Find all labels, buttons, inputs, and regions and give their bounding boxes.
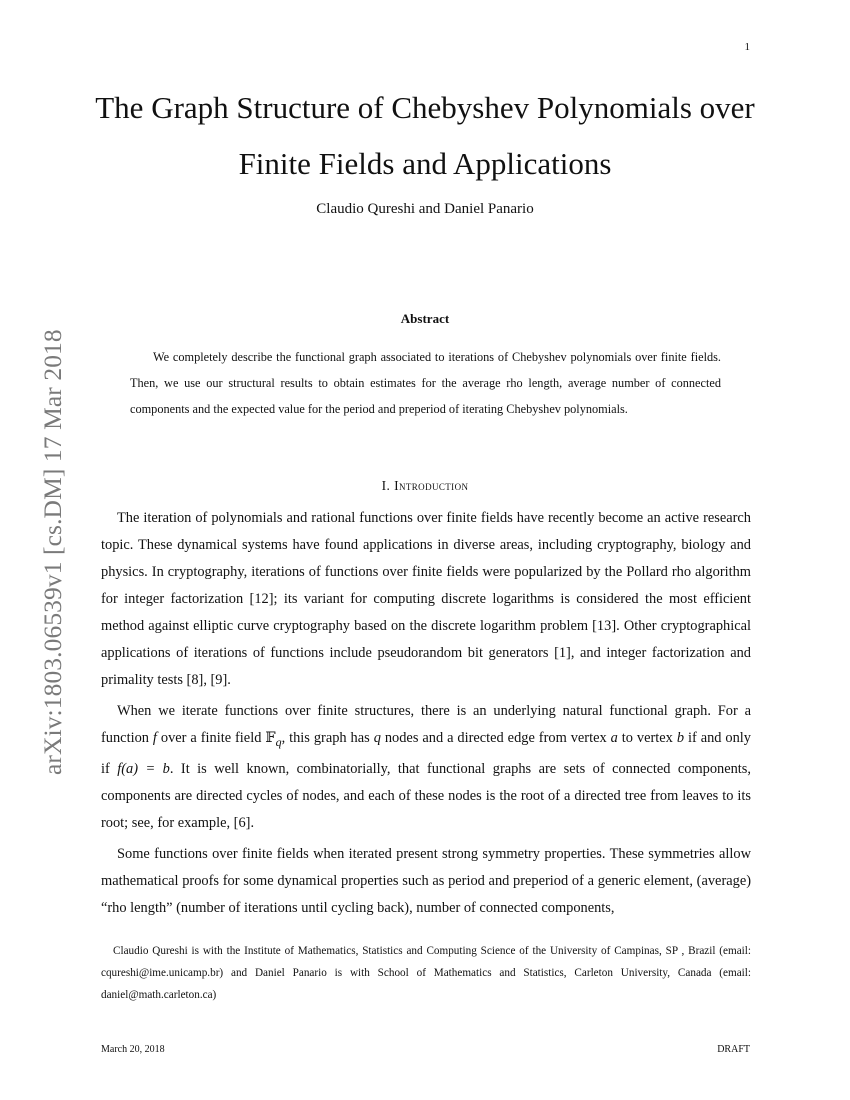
paragraph-2 — [101, 698, 751, 837]
section-heading — [100, 478, 750, 494]
page-number: 1 — [744, 41, 750, 53]
footer-date: March 20, 2018 — [101, 1044, 165, 1055]
body-text — [101, 505, 751, 926]
paper-authors: Claudio Qureshi and Daniel Panario — [316, 201, 534, 217]
math-field-symbol: 𝔽 — [265, 730, 276, 746]
section-title: Introduction — [394, 478, 469, 493]
abstract-heading: Abstract — [400, 311, 450, 326]
footnote: Claudio Qureshi is with the Institute of Mathematics, Statistics and Computing Science of the University of Campinas, SP , Brazil (email: cqureshi@ime.unicamp.br) and Daniel Panario is with School of Mathematics and Statistics, Carleton University, Canada (email: daniel@math.carleton.ca) — [101, 945, 751, 1001]
section-number: I. — [381, 478, 391, 493]
math-equation: f(a) = b — [117, 760, 170, 777]
paper-title: The Graph Structure of Chebyshev Polynomials over Finite Fields and Applications — [95, 90, 755, 181]
math-q: q — [373, 730, 381, 746]
math-a: a — [610, 730, 618, 746]
p2-text-5: to vertex — [621, 730, 673, 746]
p2-text-7: . It is well known, combinatorially, that functional graphs are sets of connected components, components are directed cycles of nodes, and each of these nodes is the root of a directed tree from leaves to its root; see, for example, [6]. — [101, 760, 751, 831]
p2-text-4: nodes and a directed edge from vertex — [384, 730, 607, 746]
arxiv-stamp: arXiv:1803.06539v1 [cs.DM] 17 Mar 2018 — [38, 329, 67, 775]
paragraph-3: Some functions over finite fields when iterated present strong symmetry properties. These symmetries allow mathematical proofs for some dynamical properties such as period and preperiod of a generic element, (average) “rho length” (number of iterations until cycling back), number of connected components, — [101, 845, 751, 916]
p2-text-2: over a finite field — [160, 730, 262, 746]
math-f: f — [152, 730, 157, 746]
footer-draft-label: DRAFT — [717, 1044, 750, 1055]
p2-text-3: , this graph has — [281, 730, 370, 746]
p2-text-1: When we iterate functions over finite structures, there is an underlying natural functional graph. For a function — [101, 703, 751, 746]
math-field — [265, 730, 282, 749]
math-b: b — [676, 730, 685, 746]
paragraph-1: The iteration of polynomials and rational functions over finite fields have recently become an active research topic. These dynamical systems have found applications in diverse areas, including cryptography, biology and physics. In cryptography, iterations of functions over finite fields were popularized by the Pollard rho algorithm for integer factorization [12]; its variant for computing discrete logarithms is considered the most efficient method against elliptic curve cryptography based on the discrete logarithm problem [13]. Other cryptographical applications of iterations of functions include pseudorandom bit generators [1], and integer factorization and primality tests [8], [9]. — [101, 510, 751, 688]
math-field-subscript: q — [275, 734, 282, 749]
abstract-body: We completely describe the functional graph associated to iterations of Chebyshev polynomials over finite fields. Then, we use our structural results to obtain estimates for the average rho length, average number of connected components and the expected value for the period and preperiod of iterating Chebyshev polynomials. — [130, 350, 721, 416]
p2-text-6: if and only if — [101, 730, 752, 777]
